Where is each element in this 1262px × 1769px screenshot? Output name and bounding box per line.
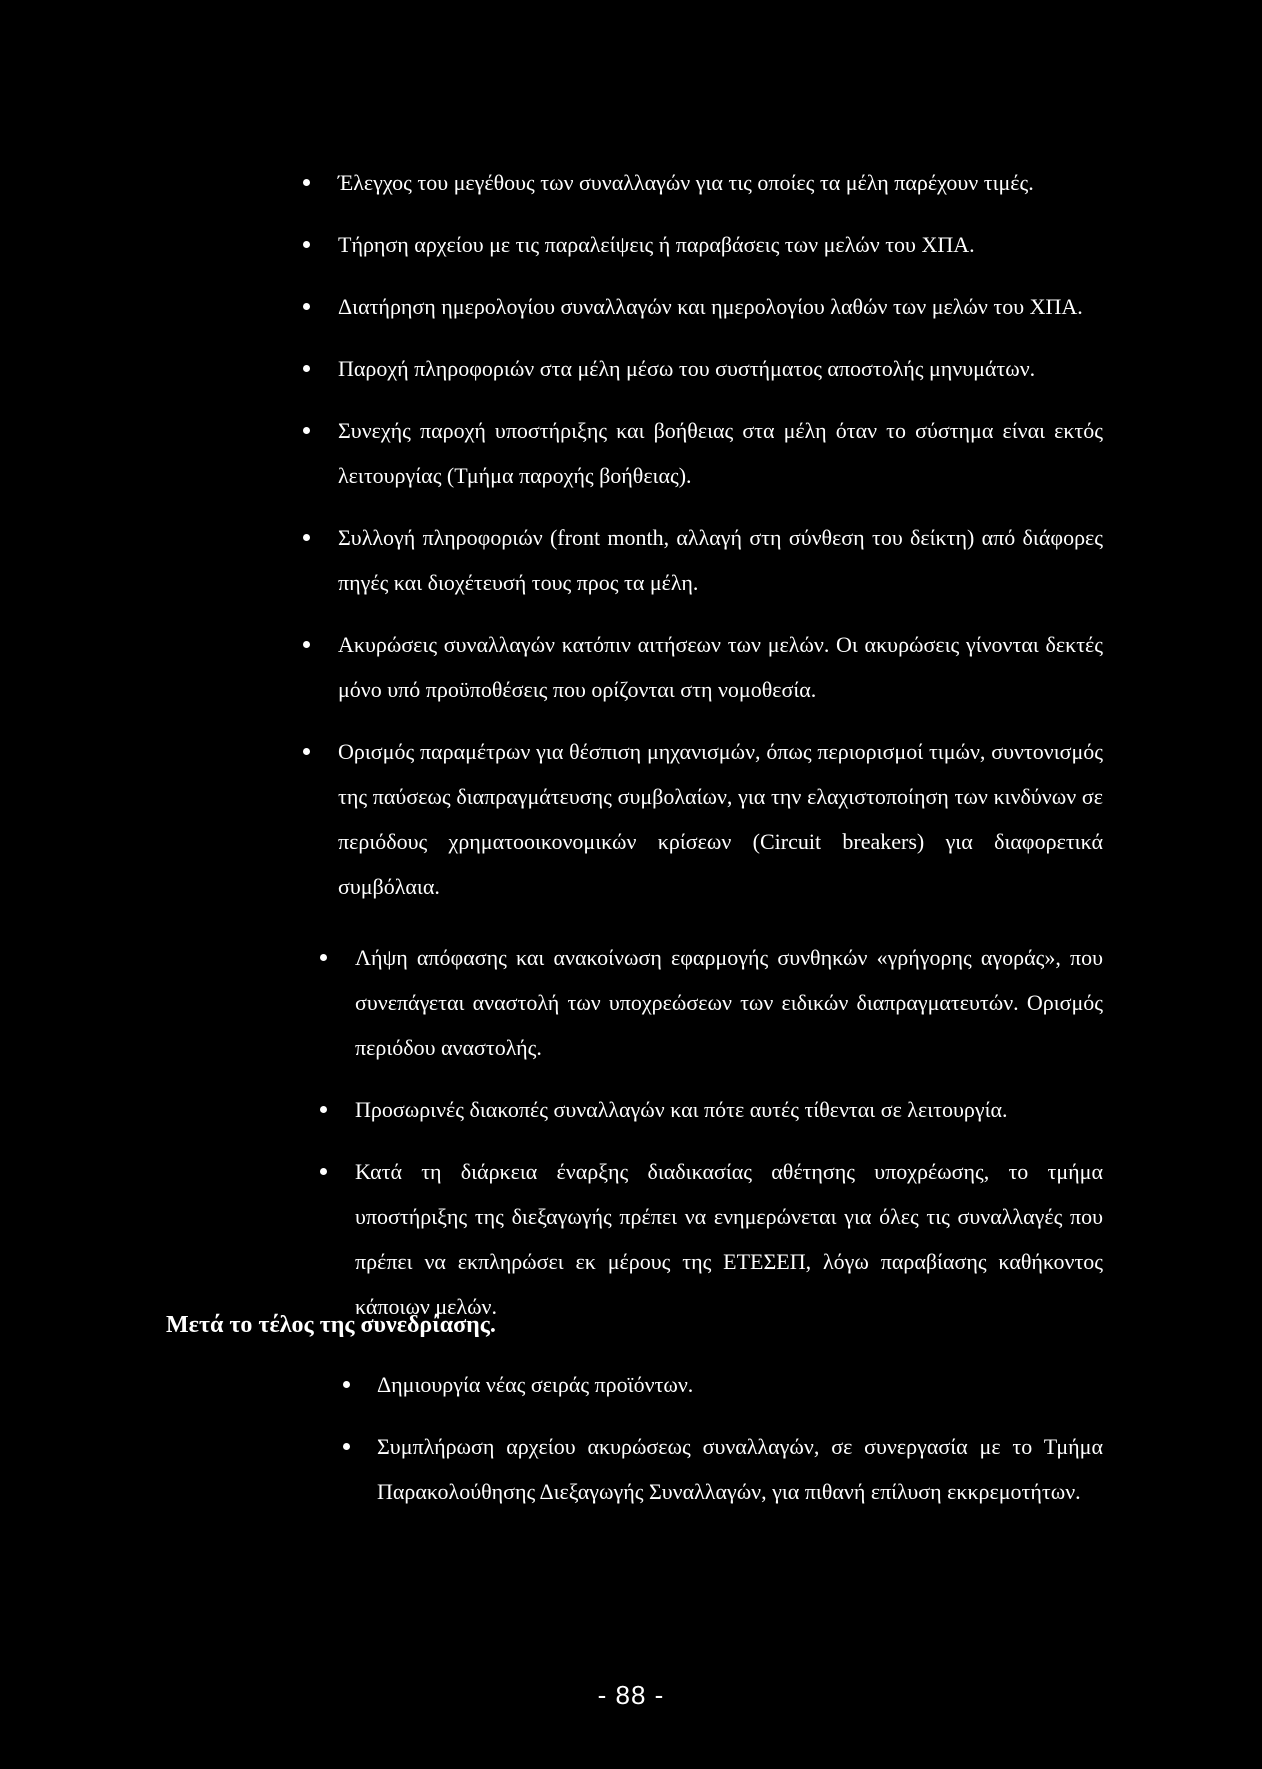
section-heading: Μετά το τέλος της συνεδρίασης. [166, 1312, 496, 1338]
list-item: Συμπλήρωση αρχείου ακυρώσεως συναλλαγών, σε συνεργασία με το Τμήμα Παρακολούθησης Διεξαγωγής Συναλλαγών, για πιθανή επίλυση εκκρεμοτήτων. [377, 1424, 1103, 1514]
list-item: Ακυρώσεις συναλλαγών κατόπιν αιτήσεων των μελών. Οι ακυρώσεις γίνονται δεκτές μόνο υπό προϋποθέσεις που ορίζονται στη νομοθεσία. [338, 622, 1103, 712]
list-item: Τήρηση αρχείου με τις παραλείψεις ή παραβάσεις των μελών του ΧΠΑ. [338, 222, 1103, 267]
list-item: Προσωρινές διακοπές συναλλαγών και πότε αυτές τίθενται σε λειτουργία. [355, 1087, 1103, 1132]
list-item: Δημιουργία νέας σειράς προϊόντων. [377, 1362, 1103, 1407]
page-number: - 88 - [597, 1680, 665, 1710]
list-item: Λήψη απόφασης και ανακοίνωση εφαρμογής συνθηκών «γρήγορης αγοράς», που συνεπάγεται αναστολή των υποχρεώσεων των ειδικών διαπραγματευτών. Ορισμός περιόδου αναστολής. [355, 935, 1103, 1070]
list-item: Συνεχής παροχή υποστήριξης και βοήθειας στα μέλη όταν το σύστημα είναι εκτός λειτουργίας (Τμήμα παροχής βοήθειας). [338, 408, 1103, 498]
list-item: Παροχή πληροφοριών στα μέλη μέσω του συστήματος αποστολής μηνυμάτων. [338, 346, 1103, 391]
list-item: Έλεγχος του μεγέθους των συναλλαγών για τις οποίες τα μέλη παρέχουν τιμές. [338, 160, 1103, 205]
bullet-list-continued [355, 935, 1103, 1346]
list-item: Κατά τη διάρκεια έναρξης διαδικασίας αθέτησης υποχρέωσης, το τμήμα υποστήριξης της διεξαγωγής πρέπει να ενημερώνεται για όλες τις συναλλαγές που πρέπει να εκπληρώσει εκ μέρους της ΕΤΕΣΕΠ, λόγω παραβίασης καθήκοντος κάποιων μελών. [355, 1149, 1103, 1329]
bullet-list-intraday [338, 160, 1103, 926]
list-item: Ορισμός παραμέτρων για θέσπιση μηχανισμών, όπως περιορισμοί τιμών, συντονισμός της παύσεως διαπραγμάτευσης συμβολαίων, για την ελαχιστοποίηση των κινδύνων σε περιόδους χρηματοοικονομικών κρίσεων (Circuit breakers) για διαφορετικά συμβόλαια. [338, 729, 1103, 909]
list-item: Διατήρηση ημερολογίου συναλλαγών και ημερολογίου λαθών των μελών του ΧΠΑ. [338, 284, 1103, 329]
bullet-list-after-session [377, 1362, 1103, 1531]
list-item: Συλλογή πληροφοριών (front month, αλλαγή στη σύνθεση του δείκτη) από διάφορες πηγές και διοχέτευσή τους προς τα μέλη. [338, 515, 1103, 605]
